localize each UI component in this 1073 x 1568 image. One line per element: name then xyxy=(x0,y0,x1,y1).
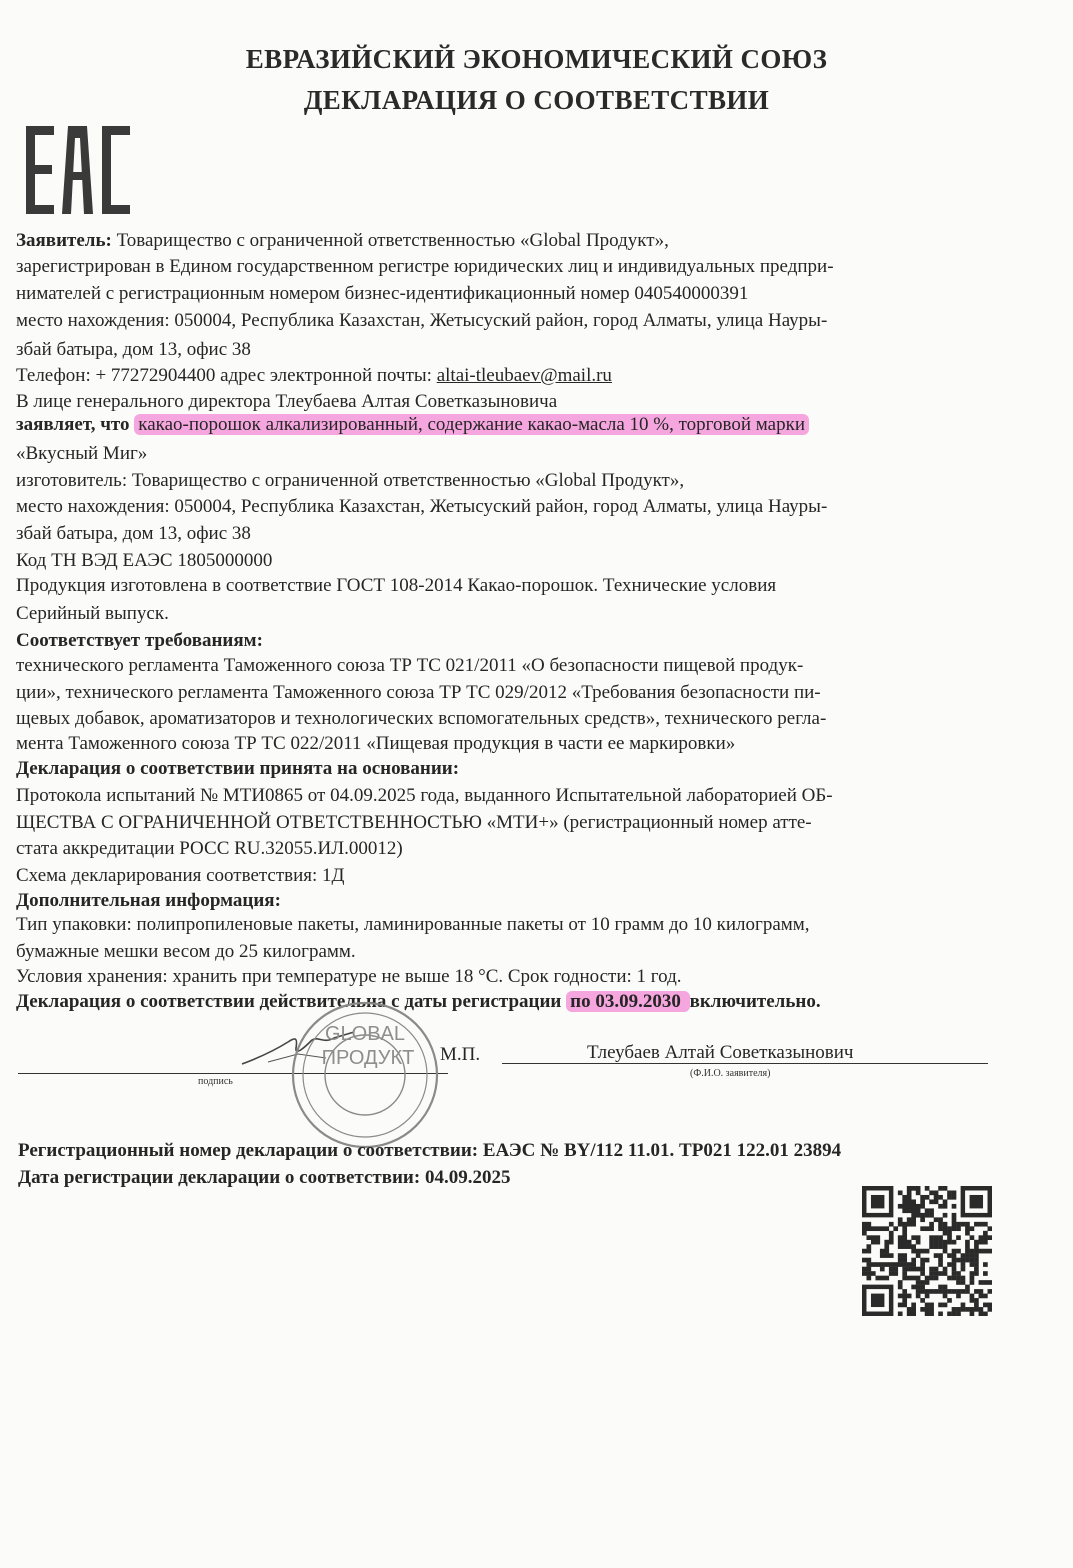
product-highlight: какао-порошок алкализированный, содержание какао-масла 10 %, торговой марки xyxy=(134,414,809,435)
registration-number: Регистрационный номер декларации о соответствии: ЕАЭС № BY/112 11.01. ТР021 122.01 23894 xyxy=(18,1140,842,1161)
requirements-line-1: технического регламента Таможенного союза ТР ТС 021/2011 «О безопасности пищевой продук- xyxy=(16,655,804,676)
basis-heading: Декларация о соответствии принята на основании: xyxy=(16,758,460,779)
signature-caption: подпись xyxy=(198,1076,233,1087)
hs-code-line: Код ТН ВЭД ЕАЭС 1805000000 xyxy=(16,550,273,571)
gost-line: Продукция изготовлена в соответствие ГОСТ 108-2014 Какао-порошок. Технические условия xyxy=(16,575,777,596)
scheme-line: Схема декларирования соответствия: 1Д xyxy=(16,865,345,886)
eac-logo-icon xyxy=(26,126,132,216)
storage-line: Условия хранения: хранить при температуре не выше 18 °С. Срок годности: 1 год. xyxy=(16,966,682,987)
applicant-address-2: збай батыра, дом 13, офис 38 xyxy=(16,339,251,360)
requirements-heading: Соответствует требованиям: xyxy=(16,630,263,651)
additional-heading: Дополнительная информация: xyxy=(16,890,281,911)
requirements-line-4: мента Таможенного союза ТР ТС 022/2011 «Пищевая продукция в части ее маркировки» xyxy=(16,733,736,754)
brand-line: «Вкусный Миг» xyxy=(16,443,148,464)
name-caption: (Ф.И.О. заявителя) xyxy=(690,1068,771,1079)
declares-line xyxy=(16,414,809,436)
serial-line: Серийный выпуск. xyxy=(16,603,169,624)
packaging-line-2: бумажные мешки весом до 25 килограмм. xyxy=(16,941,356,962)
manufacturer-address-2: збай батыра, дом 13, офис 38 xyxy=(16,523,251,544)
applicant-name: Товарищество с ограниченной ответственностью «Global Продукт», xyxy=(111,230,669,251)
qr-code-icon xyxy=(862,1186,992,1316)
applicant-line-3: нимателей с регистрационным номером бизнес-идентификационный номер 040540000391 xyxy=(16,283,749,304)
director-line: В лице генерального директора Тлеубаева Алтая Советказыновича xyxy=(16,391,558,412)
applicant-line-2: зарегистрирован в Едином государственном регистре юридических лиц и индивидуальных предпри- xyxy=(16,256,834,277)
svg-text:ПРОДУКТ: ПРОДУКТ xyxy=(321,1047,415,1069)
svg-text:GLOBAL: GLOBAL xyxy=(324,1023,406,1045)
basis-line-2: ЩЕСТВА С ОГРАНИЧЕННОЙ ОТВЕТСТВЕННОСТЬЮ «МТИ+» (регистрационный номер атте- xyxy=(16,812,812,833)
declares-label: заявляет, что xyxy=(16,414,135,435)
applicant-address-1: место нахождения: 050004, Республика Казахстан, Жетысуский район, город Алматы, улица Науры- xyxy=(16,310,828,331)
declaration-title: ДЕКЛАРАЦИЯ О СООТВЕТСТВИИ xyxy=(303,85,770,115)
company-seal-icon xyxy=(266,1000,464,1150)
union-title: ЕВРАЗИЙСКИЙ ЭКОНОМИЧЕСКИЙ СОЮЗ xyxy=(245,44,828,74)
phone-text: Телефон: + 77272904400 адрес электронной почты: xyxy=(16,365,437,386)
validity-date-highlight: по 03.09.2030 xyxy=(566,991,689,1012)
manufacturer-address-1: место нахождения: 050004, Республика Казахстан, Жетысуский район, город Алматы, улица Науры- xyxy=(16,496,828,517)
requirements-line-2: ции», технического регламента Таможенного союза ТР ТС 029/2012 «Требования безопасности пи- xyxy=(16,682,821,703)
basis-line-3: стата аккредитации РОСС RU.32055.ИЛ.00012) xyxy=(16,838,403,859)
requirements-line-3: щевых добавок, ароматизаторов и технологических вспомогательных средств», технического регла- xyxy=(16,708,827,729)
applicant-line-1 xyxy=(16,230,669,252)
stamp-place-label: М.П. xyxy=(440,1044,481,1065)
validity-suffix: включительно. xyxy=(689,991,821,1012)
basis-line-1: Протокола испытаний № МТИ0865 от 04.09.2025 года, выданного Испытательной лабораторией ОБ- xyxy=(16,785,833,806)
registration-date: Дата регистрации декларации о соответствии: 04.09.2025 xyxy=(18,1167,511,1188)
manufacturer-line-1: изготовитель: Товарищество с ограниченной ответственностью «Global Продукт», xyxy=(16,470,685,491)
email-link[interactable]: altai-tleubaev@mail.ru xyxy=(436,365,612,386)
applicant-label: Заявитель: xyxy=(16,230,112,251)
applicant-contacts xyxy=(16,365,612,387)
packaging-line-1: Тип упаковки: полипропиленовые пакеты, ламинированные пакеты от 10 грамм до 10 килограмм, xyxy=(16,914,810,935)
applicant-signatory-name: Тлеубаев Алтай Советказынович xyxy=(587,1042,854,1063)
validity-prefix: Декларация о соответствии действительна с даты регистрации xyxy=(16,991,567,1012)
